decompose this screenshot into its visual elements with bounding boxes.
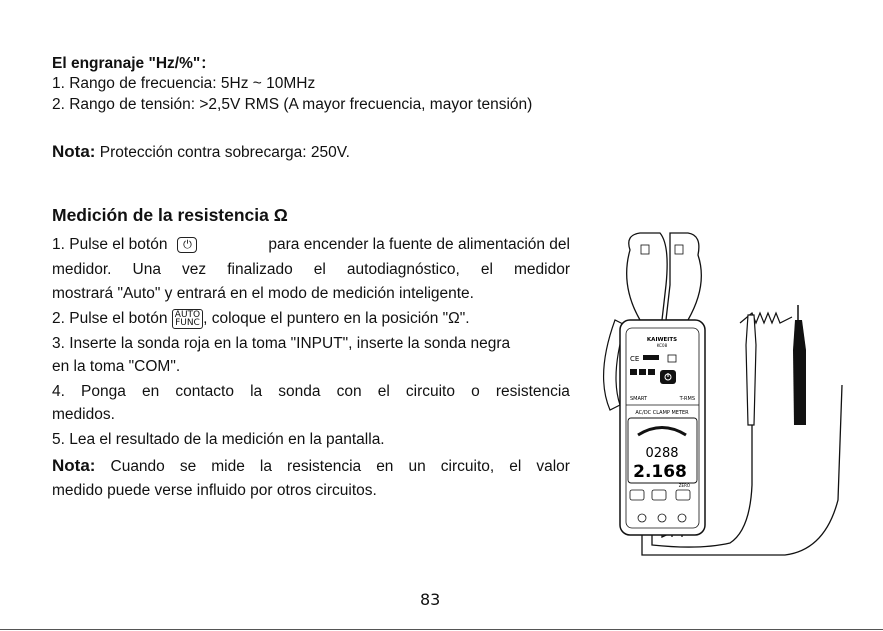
com-jack (638, 514, 646, 522)
step4-word: el (377, 383, 390, 400)
note-word: valor (536, 458, 570, 475)
frequency-range-line: 1. Rango de frecuencia: 5Hz ~ 10MHz (52, 75, 316, 92)
step1-word: finalizado (227, 261, 293, 278)
step1-word: Una (132, 261, 161, 278)
note-word: Cuando (110, 458, 165, 475)
ce-mark: CE (630, 355, 640, 363)
step1-line1 (52, 235, 570, 255)
step1-word: autodiagnóstico, (346, 261, 460, 278)
step4-line1 (52, 382, 570, 402)
note-circuit-line1 (52, 456, 570, 477)
note-overload (52, 142, 350, 163)
step4-word: en (141, 383, 160, 400)
note-word: el (509, 458, 522, 475)
note-word: circuito, (440, 458, 495, 475)
step1-word: el (480, 261, 493, 278)
step1-text-a: 1. Pulse el botón ⏻ (52, 235, 199, 255)
clamp-meter-illustration (580, 225, 880, 570)
lcd-main-reading: 2.168 (633, 462, 687, 482)
note-word: mide (211, 458, 245, 475)
trms-label: T-RMS (679, 396, 695, 402)
step4-word: la (250, 383, 263, 400)
bottom-divider (0, 629, 883, 630)
hz-section-title: El engranaje "Hz/%"： (52, 55, 216, 72)
step4-word: Ponga (81, 383, 126, 400)
max-min-button (630, 490, 644, 500)
meter-model: KC08 (656, 343, 668, 348)
black-probe (793, 320, 806, 425)
note-word: en (376, 458, 394, 475)
step4-word: 4. (52, 383, 65, 400)
meter-type-label: AC/DC CLAMP METER (635, 410, 689, 416)
smart-label: SMART (630, 396, 648, 402)
step1-line2 (52, 260, 570, 280)
step1-text-b: para encender la fuente de alimentación del (268, 236, 570, 253)
note-circuit-line2: medido puede verse influido por otros circuitos. (52, 482, 377, 499)
meter-brand: KAIWEITS (646, 337, 678, 343)
step4-word: circuito (405, 383, 455, 400)
clamp-jaw-left (627, 233, 667, 320)
lcd-top-reading: 0288 (645, 446, 679, 461)
step3-line2: en la toma "COM". (52, 358, 181, 375)
step4-word: resistencia (495, 383, 570, 400)
sel-button (676, 490, 690, 500)
note-label: Nota: (52, 456, 96, 475)
step3-line1: 3. Inserte la sonda roja en la toma "INPUT", inserte la sonda negra (52, 335, 511, 352)
resistance-section-title: Medición de la resistencia Ω (52, 205, 288, 225)
zero-label: ZERO (678, 483, 690, 488)
step1-word: vez (182, 261, 207, 278)
input-jack (658, 514, 666, 522)
step2-line: 2. Pulse el botón AUTO FUNC , coloque el puntero en la posición "Ω". (52, 310, 470, 328)
step4-word: con (336, 383, 362, 400)
note-word: se (179, 458, 197, 475)
step4-word: sonda (278, 383, 321, 400)
step4-word: contacto (175, 383, 234, 400)
step5-line: 5. Lea el resultado de la medición en la pantalla. (52, 431, 385, 448)
note-word: un (408, 458, 426, 475)
auto-func-button-icon: AUTO FUNC (172, 309, 203, 329)
note-label: Nota: (52, 142, 96, 161)
red-probe (746, 315, 756, 425)
step4-word: o (471, 383, 480, 400)
step1-word: el (313, 261, 326, 278)
step1-word: medidor (514, 261, 570, 278)
page-number: 83 (420, 590, 441, 609)
step1-line3: mostrará "Auto" y entrará en el modo de medición inteligente. (52, 285, 474, 302)
auto-func-button (652, 490, 666, 500)
voltage-range-line: 2. Rango de tensión: >2,5V RMS (A mayor frecuencia, mayor tensión) (52, 96, 533, 113)
note-word: la (259, 458, 272, 475)
note-text: Protección contra sobrecarga: 250V. (99, 144, 350, 161)
step4-line2: medidos. (52, 406, 115, 423)
power-button-icon: ⏻ (177, 237, 197, 253)
note-word: resistencia (287, 458, 362, 475)
clamp-jaw-right (666, 233, 701, 320)
step1-word: medidor. (52, 261, 112, 278)
